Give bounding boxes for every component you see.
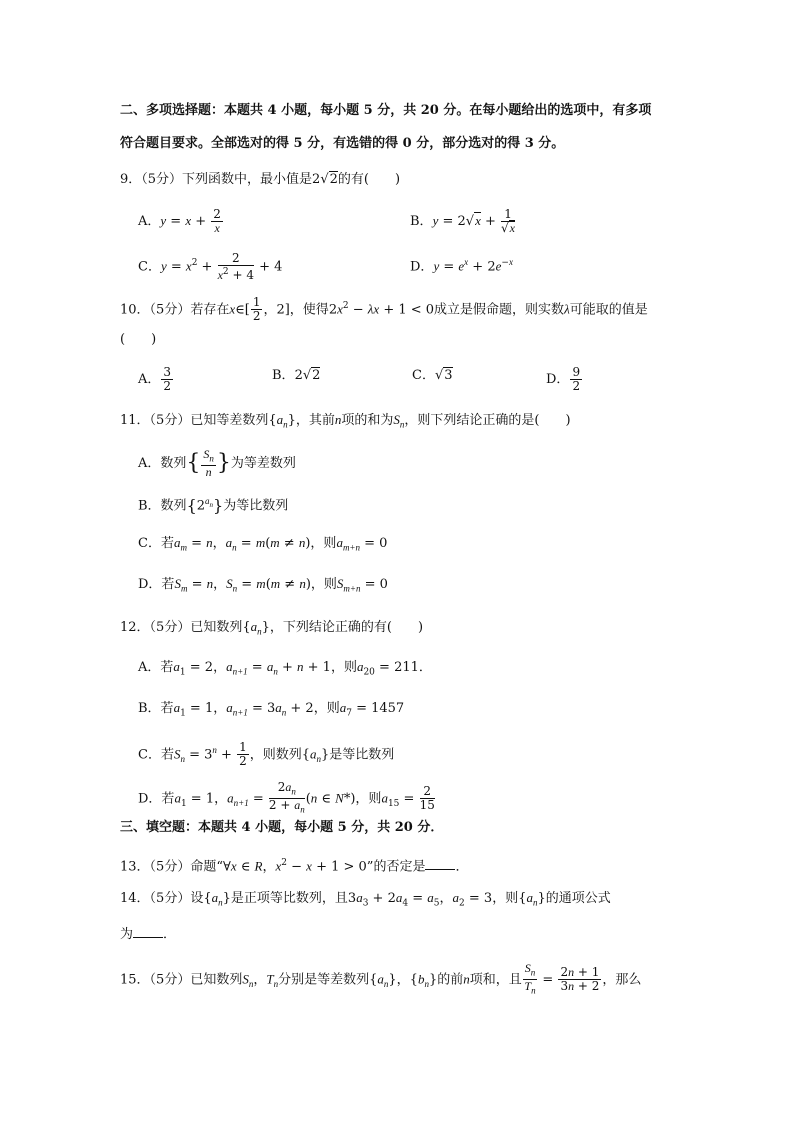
question-9-stem: 9．（5分）下列函数中，最小值是2√2的有( ) — [120, 172, 401, 187]
question-12-stem: 12．（5分）已知数列$\{a_n\}$，下列结论正确的有( ) — [120, 619, 424, 637]
question-9-option-b: B．y = 2√x + $\frac{1}{√x}$ — [410, 207, 515, 235]
section-3-heading: 三、填空题：本题共 4 小题，每小题 5 分，共 20 分． — [120, 820, 444, 835]
question-12-option-d: D．若$a_1 = 1$，$a_{n+1}$ = $\frac{2a_n}{2 + a_n}$ (n ∈ N*)，则$a_{15}$ = $\frac{2}{15}$ — [138, 780, 435, 815]
question-14-stem: 14．（5分）设$\{a_n\}$是正项等比数列，且$3a_3 + 2a_4 = a_5$，$a_2 = 3$，则$\{a_n\}$的通项公式 — [120, 890, 611, 909]
section-2-heading: 二、多项选择题：本题共 4 小题，每小题 5 分，共 20 分。在每小题给出的选项中，有多项 — [120, 103, 652, 118]
question-11-option-a: A．数列{ $\frac{S_n}{n}$ }为等差数列 — [138, 447, 296, 480]
question-10-option-c: C．√3 — [412, 368, 453, 383]
question-10-stem: 10．（5分）若存在x∈[ $\frac{1}{2}$ ，2]，使得$2x^2 - \lambda x + 1 < 0$成立是假命题，则实数λ可能取的值是 — [120, 295, 648, 324]
question-11-stem: 11．（5分）已知等差数列$\{a_n\}$，其前n项的和为$S_n$，则下列结论正确的是( ) — [120, 412, 571, 430]
question-12-option-c: C．若$S_n = 3^n$ + $\frac{1}{2}$ ，则数列$\{a_n\}$是等比数列 — [138, 740, 395, 769]
question-12-option-a: A．若$a_1 = 2$，$a_{n+1} = a_n + n + 1$，则$a_{20} = 211$． — [138, 659, 432, 678]
question-15-stem: 15．（5分）已知数列$S_n$，$T_n$分别是等差数列$\{a_n\}$，$\{b_n\}$的前n项和，且 $\frac{S_n}{T_n}$ = $\frac{2n + 1}{3n + 2}$ ，那么 — [120, 961, 642, 996]
question-10-option-d: D． $\frac{9}{2}$ — [546, 365, 581, 393]
answer-blank[interactable] — [133, 925, 163, 938]
question-9-option-c: C．$y = x^2$ + $\frac{2}{x^2 + 4}$ + 4 — [138, 251, 283, 282]
answer-blank[interactable] — [425, 857, 455, 870]
question-10-option-b: B．2√2 — [272, 368, 321, 383]
question-11-option-c: C．若$a_m = n$，$a_n = m(m \ne n)$，则$a_{m+n} = 0$ — [138, 535, 388, 553]
section-2-instructions: 符合题目要求。全部选对的得 5 分，有选错的得 0 分，部分选对的得 3 分。 — [120, 136, 565, 151]
question-10-option-a: A． $\frac{3}{2}$ — [138, 365, 172, 393]
question-14-stem-line-2: 为 ． — [120, 927, 177, 942]
question-12-option-b: B．若$a_1 = 1$，$a_{n+1} = 3a_n + 2$，则$a_7 = 1457$ — [138, 700, 405, 719]
question-13-stem: 13．（5分）命题“∀x ∈ R，$x^2 - x + 1 > 0$”的否定是 ． — [120, 858, 469, 875]
question-11-option-b: B．数列$\{2^{a_n}\}$为等比数列 — [138, 495, 289, 515]
question-10-stem-line-2: ( ) — [120, 332, 157, 347]
question-9-option-a: A．y = x + $\frac{2}{x}$ — [138, 207, 221, 235]
question-9-option-d: D．$y = e^x + 2e^{-x}$ — [410, 257, 513, 275]
question-11-option-d: D．若$S_m = n$，$S_n = m(m \ne n)$，则$S_{m+n} = 0$ — [138, 576, 388, 594]
